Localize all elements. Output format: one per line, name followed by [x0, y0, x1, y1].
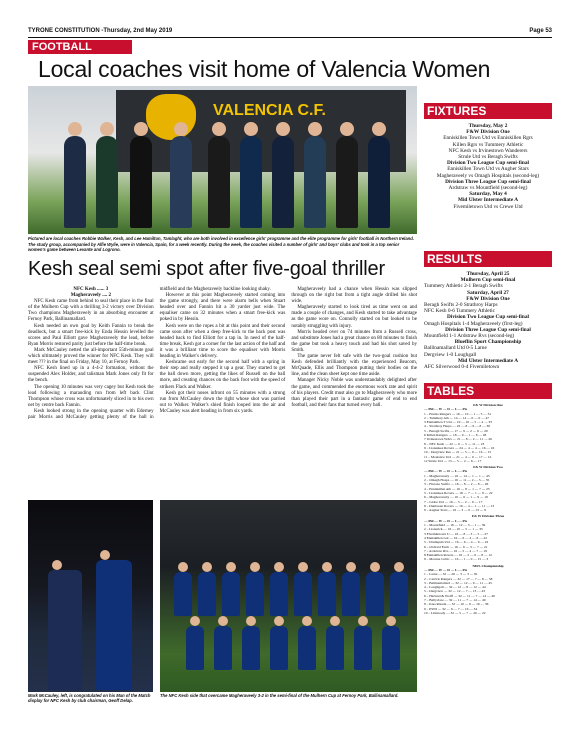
- result-line: Mulhern Cup semi-final: [460, 277, 516, 284]
- person: [208, 136, 230, 228]
- article-paragraph: Kesh were on the ropes a bit at this point and their second came soon after when a deep free-kick to the back post was headed back to find Elliott for a tap in. In need of the half-time break, Kesh got a corner for the last action of the half and it was a brilliant time to score the equaliser with Morris heading in Walker's delivery.: [159, 323, 286, 360]
- article-paragraph: Kesh got their noses infront on 55 minutes with a strong run from McCauley down the right whose shot was parried out to Walker. Walker's shied finish looped into the air and McCauley was alert heading in from six yards.: [159, 390, 286, 414]
- result-line: NFC Kesh 0-6 Tummery Athletic: [424, 308, 495, 315]
- tables-title: TABLES: [424, 383, 552, 399]
- league-table-title: NIFL Championship: [472, 563, 504, 568]
- article-paragraph: NFC Kesh lined up in a 4-4-2 formation, without the suspended Alex Holder, and talisman Mark Jones only fit for the bench.: [28, 366, 154, 384]
- table-row: 3 Enniskillen T Utd .... 19 .... 10 .... 5 .... 4 .... 33: [424, 420, 492, 425]
- fixture-line: F&W Division One: [466, 129, 510, 136]
- results-list: [424, 271, 552, 379]
- photo-caption: Pictured are local coaches Robbie Walker, Kesh, and Lee Hamilton, Tamlaght, who are both involved in excellence girls' programme and the elite programme for girls' football in Northern Ireland. The study group, accompanied by Alfie Wylie, were in Valencia, Spain, for a week recently. During the week, the coaches visited a number of girls' and boys' clubs and took in a top senior women's game between Levante and Logrono.: [28, 236, 414, 252]
- scoreline-home: NFC Kesh ...... 3: [73, 287, 109, 292]
- fixture-line: Thursday, May 2: [468, 123, 508, 129]
- main-headline: Local coaches visit home of Valencia Women: [38, 56, 491, 82]
- player: [294, 572, 312, 616]
- valencia-photo: [28, 86, 417, 234]
- table-row: 8 .. Knockbreda .... 32 .... 10 .... 6 .... 16 .... 36: [424, 602, 489, 607]
- table-row: 5 .. Dergview .... 32 .... 12 .... 7 .... 13 .... 43: [424, 589, 485, 594]
- player: [390, 572, 408, 616]
- fixture-line: NFC Kesh vs Irvinestown Wanderers: [448, 147, 528, 154]
- player: [326, 626, 344, 670]
- valencia-crest: [146, 94, 196, 140]
- player: [186, 626, 204, 670]
- fixture-line: Enniskillen Town Utd vs Augher Stars: [447, 166, 529, 173]
- photo-caption-right: The NFC Kesh side that overcame Magheraveely 3-2 in the semi-final of the Mulhern Cup at Fernoy Park, Ballinamallard.: [160, 693, 399, 698]
- fixture-line: Division Two League Cup semi-final: [447, 160, 529, 167]
- table-row: 5 .. Drumquin Utd .... 16 .... 6 .... 4 .... 6 .... 22: [424, 540, 489, 545]
- table-row: 7 Irvinestown Wdrs .... 21 .... 8 .... 2 .... 11 .... 26: [424, 437, 492, 442]
- fixture-line: Division Three League Cup semi-final: [445, 178, 531, 185]
- table-row: 1 .. Enniss Rangers .... 16 .... 10 .... 1 .... 5 .... 31: [424, 411, 492, 416]
- person: [96, 560, 132, 690]
- table-row: 3 Fivemiletown U .... 16 .... 8 .... 3 .... 5 .... 27: [424, 531, 488, 536]
- player: [382, 626, 400, 670]
- player: [242, 626, 260, 670]
- fixture-line: Strule Utd vs Beragh Swifts: [458, 154, 518, 161]
- league-tables: [424, 403, 552, 615]
- article-paragraph: Morris headed over on 74 minutes from a Russell cross, and substitute Jones had a great chance on 80 minutes to finish the game but took a heavy touch and had his shot saved by Smith.: [291, 329, 417, 353]
- fixtures-title: FIXTURES: [424, 103, 552, 119]
- table-row: 8 Enniskillen Rovers .... 16 .... 2 .... 6 .... 8 .... 12: [424, 553, 492, 558]
- table-row: 9 .. Lisnaskea Rovers .... 24 .... 4 .... 4 .... 16 .... 16: [424, 445, 495, 450]
- page-number: Page 53: [529, 28, 552, 34]
- photo-caption-left: Mark McCauley, left, is congratulated on his Man of the Match display for NFC Kesh by club chairman, Geoff Delap.: [28, 693, 151, 704]
- header-date: TYRONE CONSTITUTION -Thursday, 2nd May 2019: [28, 28, 173, 34]
- result-line: AFC Silverwood 0-4 Fivemiletown: [424, 364, 500, 371]
- result-line: Division Two League Cup semi-final: [447, 314, 529, 321]
- header-rule: [28, 37, 552, 38]
- fixture-line: Ardstraw vs Mountfield (second-leg): [448, 185, 528, 192]
- table-row: 4 .. Enniskillen Ath .... 16 .... 8 .... 1 .... 7 .... 25: [424, 486, 490, 491]
- table-row: 6 Killen Rangers .... 18 .... 9 .... 1 .... 8 .... 28: [424, 433, 487, 438]
- table-row: 2 .. Tummery Ath .... 14 .... 14 .... 0 .... 0 .... 47: [424, 415, 490, 420]
- player: [298, 626, 316, 670]
- player: [246, 572, 264, 616]
- result-line: Tummery Athletic 2-1 Beragh Swifts: [424, 283, 503, 290]
- table-row: 5 .. Beragh Swifts .... 17 .... 9 .... 2 .... 6 .... 29: [424, 428, 488, 433]
- result-line: Blueflin Sport Championship: [454, 339, 522, 346]
- article-paragraph: The game never felt safe with the two-goal cushion but Kesh defended brilliantly with the experienced Beacom, McQuade, Ellis and Thompson putting their bodies on the line, and the clean sheet kept one time aside.: [291, 354, 417, 378]
- article-paragraph: The opening 10 minutes was very cagey but Kesh took the lead following a marauding run from left back Clint Thompson whose cross was unfortunately sliced in to his own net by centre back Fannin.: [28, 384, 154, 408]
- fixture-line: Magheraveely vs Omagh Hospitals (second-leg): [436, 172, 540, 179]
- table-row: 9 .. Mourne Celtic .... 16 .... 1 .... 0 .... 15 .... 3: [424, 557, 489, 562]
- table-row: 3 .. Ballinamallard .... 32 .... 12 .... 9 .... 11 .... 45: [424, 580, 492, 585]
- league-table-title: F& W Division One: [473, 403, 503, 407]
- table-row: 4 Enniskillen Gal .... 16 .... 6 .... 4 .... 6 .... 22: [424, 535, 487, 540]
- table-row: 8 .. Dunbreen Rovers .... 16 .... 4 .... 1 .... 11 .... 13: [424, 503, 494, 508]
- scoreline-away: Magheraveely .... 2: [70, 293, 111, 299]
- result-line: Thursday, April 25: [466, 271, 510, 277]
- person: [48, 570, 82, 690]
- article-paragraph: Keshcame out early for the second half with a spring in their step and really stepped it up a gear. They started to get the ball down more, getting the likes of Russell on the ball more, and creating chances on the back foot with the speed of strikers Flack and Walker.: [159, 360, 286, 390]
- table-row: 3 .. Fintona Swifts .... 18 .... 8 .... 2 .... 8 .... 26: [424, 482, 489, 487]
- result-line: Saturday, April 27: [467, 289, 509, 296]
- player: [366, 572, 384, 616]
- fixture-line: Fivemiletown Utd vs Crewe Utd: [453, 203, 523, 210]
- table-row: 6 .. Orchard Farm .... 16 .... 6 .... 3 .... 7 .... 21: [424, 544, 488, 549]
- table-row: 10 .. Dergview Res .... 21 .... 5 .... 0 .... 16 .... 15: [424, 450, 492, 455]
- table-row: 11 .. Moutstew Utd .... 21 .... 4 .... 0 .... 17 .... 12: [424, 454, 492, 459]
- article-paragraph: However at this point Magheraveely started coming into the game strongly, and there were alarm bells when Stuart headed over and Fannin hit a 30 yarder just wide. The equaliser came on 32 minutes when a smart free-kick was poked in by Hessin.: [159, 293, 286, 323]
- article-paragraph: Kesh needed an own goal by Keith Fannin to break the deadlock, but a smart free-kick by Enda Hessin levelled the scores and Paul Elliott gave Magheraveely the lead, before Ryan Morris restored parity just before the half-time break.: [28, 323, 154, 347]
- table-row: 2 .. Omagh Hosps .... 16 .... 11 .... 2 .... 3 .... 35: [424, 478, 490, 483]
- result-line: Beragh Swifts 2-0 Strathroy Harps: [424, 302, 498, 309]
- result-line: Dergview 1-0 Loughgall: [424, 351, 477, 358]
- table-row: 1 .. Larne .... 32 .... 26 .... 3 .... 3 .... 81: [424, 572, 478, 577]
- person: [272, 136, 294, 228]
- table-row: 4 .. Strathroy Harps .... 22 .... 8 .... 6 .... 8 .... 30: [424, 424, 491, 429]
- table-row: 7 .. Ballyclare .... 32 .... 11 .... 7 .... 14 .... 40: [424, 598, 486, 603]
- fixture-line: Saturday, May 4: [469, 191, 507, 198]
- table-row: 7 .. Globe Utd .... 16 .... 5 .... 2 .... 9 .... 17: [424, 499, 483, 504]
- table-row: 7 .. Ardstraw Rvs .... 16 .... 5 .... 4 .... 7 .... 19: [424, 548, 487, 553]
- player: [318, 572, 336, 616]
- article-paragraph: NFC Kesh came from behind to seal their place in the final of the Mulhern Cup with a thrilling 3-2 victory over Division Two champions Magheraveely in an absorbing encounter at Fernoy Park, Ballinamallard.: [28, 299, 154, 323]
- result-line: Mountfield 1-1 Ardstraw Rvs (second-leg): [424, 333, 515, 340]
- article-paragraph: Mark McCauley netted the all-important 55th-minute goal which ultimately proved the winner for NFC Kesh. They will meet ??? in the final on Friday, May 10, at Fernoy Park.: [28, 347, 154, 366]
- player: [342, 572, 360, 616]
- table-row: 4 .. Loughgall .... 32 .... 12 .... 8 .... 12 .... 44: [424, 585, 486, 590]
- result-line: F&W Division One: [466, 295, 510, 302]
- section-label: FOOTBALL: [28, 40, 132, 54]
- table-row: 5 .. Lisnaskea Rovers .... 16 .... 7 .... 1 .... 8 .... 22: [424, 490, 493, 495]
- valencia-sign: VALENCIA C.F.: [213, 102, 326, 119]
- man-of-match-photo: [28, 500, 153, 692]
- player: [270, 572, 288, 616]
- table-row: 1 .. Magheraveely .... 16 .... 14 .... 1 .... 1 .... 43: [424, 473, 490, 478]
- table-row: 8 .. NFC Kesh .... 22 .... 6 .... 5 .... 11 .... 23: [424, 441, 485, 446]
- person: [64, 136, 86, 228]
- kesh-article: [28, 287, 417, 492]
- result-line: Division Three League Cup semi-final: [445, 326, 531, 333]
- article-paragraph: Kesh looked strong in the opening quarter with Ederney pair Morris and McCauley getting plenty of the ball in midfield and the Magheraveely backline looking shaky.: [28, 287, 271, 420]
- result-line: Mid Ulster Intermediate A: [457, 357, 519, 364]
- table-row: 2 .. Carrick Rangers .... 32 .... 17 .... 7 .... 8 .... 58: [424, 576, 493, 581]
- table-row: 12 Strule Utd .... 13 .... 5 .... 2 .... 6 .... 17: [424, 458, 482, 463]
- table-row: 9 .. Augher Stars .... 16 .... 3 .... 0 .... 13 .... 9: [424, 508, 486, 513]
- league-table-header: .... Pld .... W .... D .... L .... Pts: [424, 469, 468, 474]
- result-line: Ballinamallard Utd 0-5 Larne: [424, 345, 487, 352]
- player: [198, 572, 216, 616]
- article-paragraph: Manager Nicky Noble was understandably delighted after the game, and commended the enormous work rate and spirit of his players. Credit must also go to Magheraveely who more than played their part in a fantastic game of end to end football, and their fans that turned every ball.: [291, 378, 417, 408]
- person: [304, 136, 326, 228]
- table-row: 2 .. Lisnarick .... 16 .... 10 .... 5 .... 1 .... 35: [424, 527, 483, 532]
- person: [130, 136, 152, 228]
- article-paragraph: Magheraveely started to look tired as time went on and made a couple of changes, and Kesh started to take advantage as the game wore on. Connolly started on but looked to be notably struggling with injury.: [291, 305, 417, 329]
- player: [214, 626, 232, 670]
- person: [240, 136, 262, 228]
- kesh-headline: Kesh seal semi spot after five-goal thriller: [28, 258, 385, 280]
- table-row: 6 .. Magheraveely .... 16 .... 6 .... 1 .... 9 .... 19: [424, 495, 488, 500]
- table-row: 1 .. Mountfield .... 16 .... 12 .... 3 .... 1 .... 39: [424, 523, 486, 528]
- person: [96, 136, 118, 228]
- sidebar: [424, 103, 552, 615]
- league-table-header: .... Pld .... W .... D .... L .... Pts: [424, 518, 468, 523]
- person: [170, 136, 192, 228]
- result-line: Omagh Hospitals 1-4 Magheraveely (first-leg): [424, 320, 523, 327]
- league-table-header: .... Pld .... W .... D .... L .... Pts: [424, 407, 468, 412]
- person: [336, 136, 358, 228]
- table-row: 10 .. Limavady .... 32 .... 5 .... 7 .... 20 .... 22: [424, 610, 486, 615]
- fixtures-list: [424, 123, 552, 243]
- league-table-title: F& W Division Three: [471, 514, 505, 519]
- person: [368, 136, 390, 228]
- player: [174, 572, 192, 616]
- player: [270, 626, 288, 670]
- table-row: 6 .. Harland & Wolff .... 32 .... 11 .... 7 .... 14 .... 40: [424, 593, 495, 598]
- results-title: RESULTS: [424, 251, 552, 267]
- league-table-title: F& W Division Two: [473, 465, 503, 470]
- player: [222, 572, 240, 616]
- fixture-line: Killen Rgrs vs Tummery Athletic: [452, 141, 524, 148]
- fixture-line: Enniskillen Town Utd vs Enniskillen Rgrs: [443, 135, 533, 142]
- player: [354, 626, 372, 670]
- article-paragraph: Magheraveely had a chance when Hessin was slipped through on the right but from a tight angle drilled his shot wide.: [291, 287, 417, 305]
- league-table-header: .... Pld .... W .... D .... L .... Pts: [424, 567, 468, 572]
- team-photo: [160, 500, 417, 692]
- table-row: 9 .. PSNI .... 32 .... 9 .... 7 .... 16 .... 34: [424, 606, 478, 611]
- fixture-line: Mid Ulster Intermediate A: [457, 197, 519, 204]
